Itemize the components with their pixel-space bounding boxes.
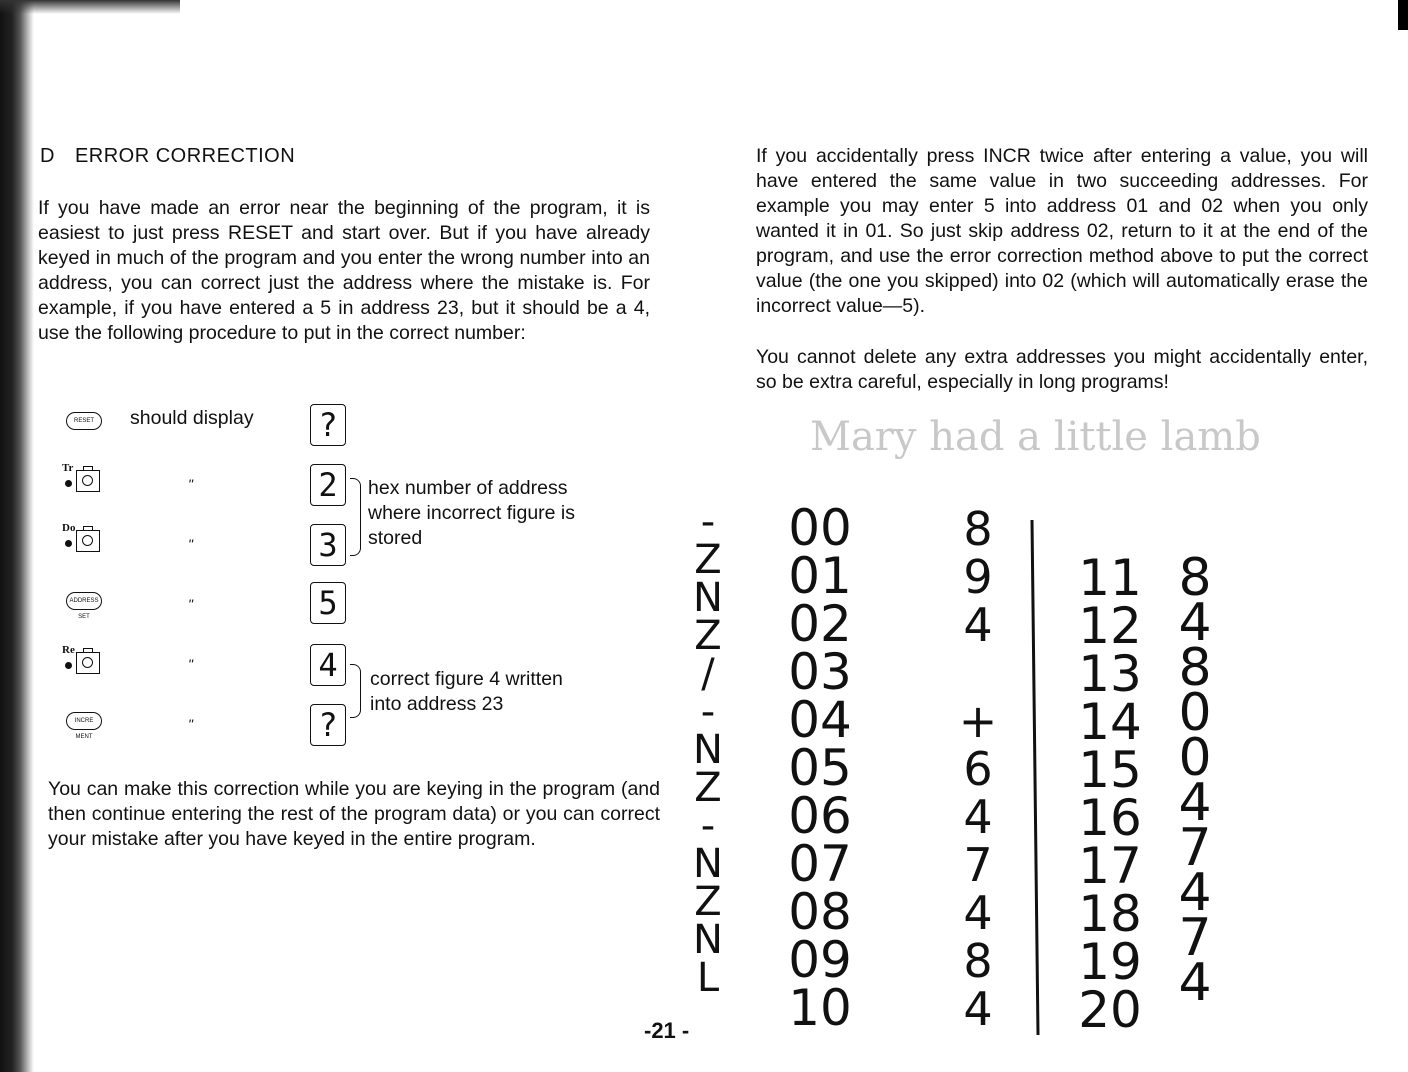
hand-value: 9 (963, 550, 993, 604)
hand-address: 14 (1078, 693, 1142, 751)
reset-key-icon: RESET (66, 412, 102, 430)
hex-3-key-icon (62, 522, 106, 558)
hand-address: 09 (788, 931, 852, 989)
brace-address (350, 478, 361, 556)
scan-shadow-top (0, 0, 180, 14)
page-number: -21 - (644, 1018, 690, 1043)
handwritten-notes (660, 395, 1300, 1055)
hand-mark: Z (694, 765, 722, 811)
hand-mark: Z (694, 613, 722, 659)
ditto-mark: " (188, 716, 193, 732)
hand-mark: - (700, 803, 716, 849)
hand-value: 0 (1178, 728, 1212, 788)
hand-mark: L (696, 955, 720, 1001)
key-tag: Do (62, 522, 76, 534)
hand-mark: Z (694, 537, 722, 583)
hand-value: 7 (1178, 818, 1212, 878)
hand-value: 8 (963, 934, 993, 988)
hand-address: 16 (1078, 789, 1142, 847)
hand-value: 4 (1178, 773, 1212, 833)
display-step-4: 5 (310, 582, 346, 624)
step-address-set (62, 584, 122, 624)
section-letter: D (40, 145, 55, 167)
hand-value: 4 (963, 598, 993, 652)
hand-address: 05 (788, 739, 852, 797)
faint-handwritten-note: Mary had a little lamb (810, 414, 1261, 460)
scan-corner-mark (1398, 0, 1408, 30)
hand-address: 03 (788, 643, 852, 701)
step-reset (62, 404, 122, 444)
hand-value: 4 (1178, 593, 1212, 653)
hand-column-addresses-2 (1078, 549, 1142, 1039)
display-step-2: 2 (310, 464, 346, 506)
hand-mark: N (693, 575, 723, 621)
hand-address: 13 (1078, 645, 1142, 703)
hand-value: 8 (1178, 548, 1212, 608)
hand-mark: N (693, 727, 723, 773)
ditto-mark: " (188, 536, 193, 552)
hand-column-values-2 (1178, 548, 1211, 1013)
step-hex-2 (62, 462, 122, 502)
hand-value: 8 (1178, 638, 1212, 698)
hand-address: 12 (1078, 597, 1142, 655)
hand-address: 07 (788, 835, 852, 893)
hand-value: 7 (963, 838, 993, 892)
address-set-key-icon: ADDRESS SET (66, 592, 102, 610)
should-display-label: should display (130, 407, 254, 429)
hand-address: 15 (1078, 741, 1142, 799)
section-title: ERROR CORRECTION (74, 145, 296, 167)
hand-value: 6 (963, 742, 993, 796)
hand-column-values-1 (959, 502, 998, 1036)
hand-address: 01 (788, 547, 852, 605)
hand-mark: - (700, 689, 716, 735)
hand-mark: / (701, 651, 715, 697)
hand-address: 00 (788, 499, 852, 557)
hand-value: 7 (1178, 908, 1212, 968)
hand-address: 20 (1078, 981, 1142, 1039)
hand-value: + (958, 694, 998, 748)
display-step-1: ? (310, 404, 346, 446)
hand-value: 4 (963, 982, 993, 1036)
hand-address: 04 (788, 691, 852, 749)
hand-value: 0 (1178, 683, 1212, 743)
hand-divider-line (1032, 520, 1038, 1035)
hand-address: 06 (788, 787, 852, 845)
display-step-3: 3 (310, 524, 346, 566)
hand-address: 19 (1078, 933, 1142, 991)
hand-value: 4 (1178, 863, 1212, 923)
brace-correct (350, 664, 361, 718)
intro-paragraph: If you have made an error near the beginning of the program, it is easiest to just press RESET and start over. But if you have already keyed in much of the program and you enter the wrong number into an address, you can correct just the address where the mistake is. For example, if you have entered a 5 in address 23, but it should be a 4, use the following procedure to put in the correct number: (38, 197, 650, 344)
hand-mark: N (693, 841, 723, 887)
hand-address: 11 (1078, 549, 1142, 607)
hand-mark: Z (694, 879, 722, 925)
note-address: hex number of address where incorrect figure is stored (368, 477, 575, 549)
hand-value: 4 (963, 886, 993, 940)
hand-address: 02 (788, 595, 852, 653)
hand-address: 17 (1078, 837, 1142, 895)
right-paragraph-1: If you accidentally press INCR twice after entering a value, you will have entered the same value in two succeeding addresses. For example you may enter 5 into address 01 and 02 when you only wanted it in 01. So just skip address 02, return to it at the end of the program, and use the error correction method above to put the correct value (the one you skipped) into 02 (which will automatically erase the incorrect value—5). (756, 145, 1368, 317)
hand-address: 08 (788, 883, 852, 941)
step-hex-3 (62, 522, 122, 562)
hex-2-key-icon (62, 462, 106, 498)
right-paragraph-2: You cannot delete any extra addresses you might accidentally enter, so be extra careful, especially in long programs! (756, 346, 1368, 393)
hand-value: 4 (1178, 953, 1212, 1013)
ditto-mark: " (188, 596, 193, 612)
hand-column-marks (693, 499, 723, 1001)
note-correct: correct figure 4 written into address 23 (370, 668, 563, 715)
hand-value: 8 (963, 502, 993, 556)
hand-address: 18 (1078, 885, 1142, 943)
hand-mark: - (700, 499, 716, 545)
display-step-6: ? (310, 704, 346, 746)
hand-value: 4 (963, 790, 993, 844)
ditto-mark: " (188, 656, 193, 672)
incr-key-icon: INCRE MENT (66, 712, 102, 730)
display-step-5: 4 (310, 644, 346, 686)
key-tag: Re (62, 644, 75, 656)
key-tag: Tr (62, 462, 74, 474)
section-heading (40, 145, 295, 168)
hand-mark: N (693, 917, 723, 963)
scan-shadow-edge (0, 0, 34, 1072)
hand-address: 10 (788, 979, 852, 1037)
step-hex-4 (62, 644, 122, 684)
ditto-mark: " (188, 476, 193, 492)
hand-column-addresses-1 (788, 499, 852, 1037)
hex-4-key-icon (62, 644, 106, 680)
step-increment (62, 704, 122, 744)
closing-paragraph: You can make this correction while you are keying in the program (and then continue entering the rest of the program data) or you can correct your mistake after you have keyed in the entire program. (48, 778, 660, 850)
